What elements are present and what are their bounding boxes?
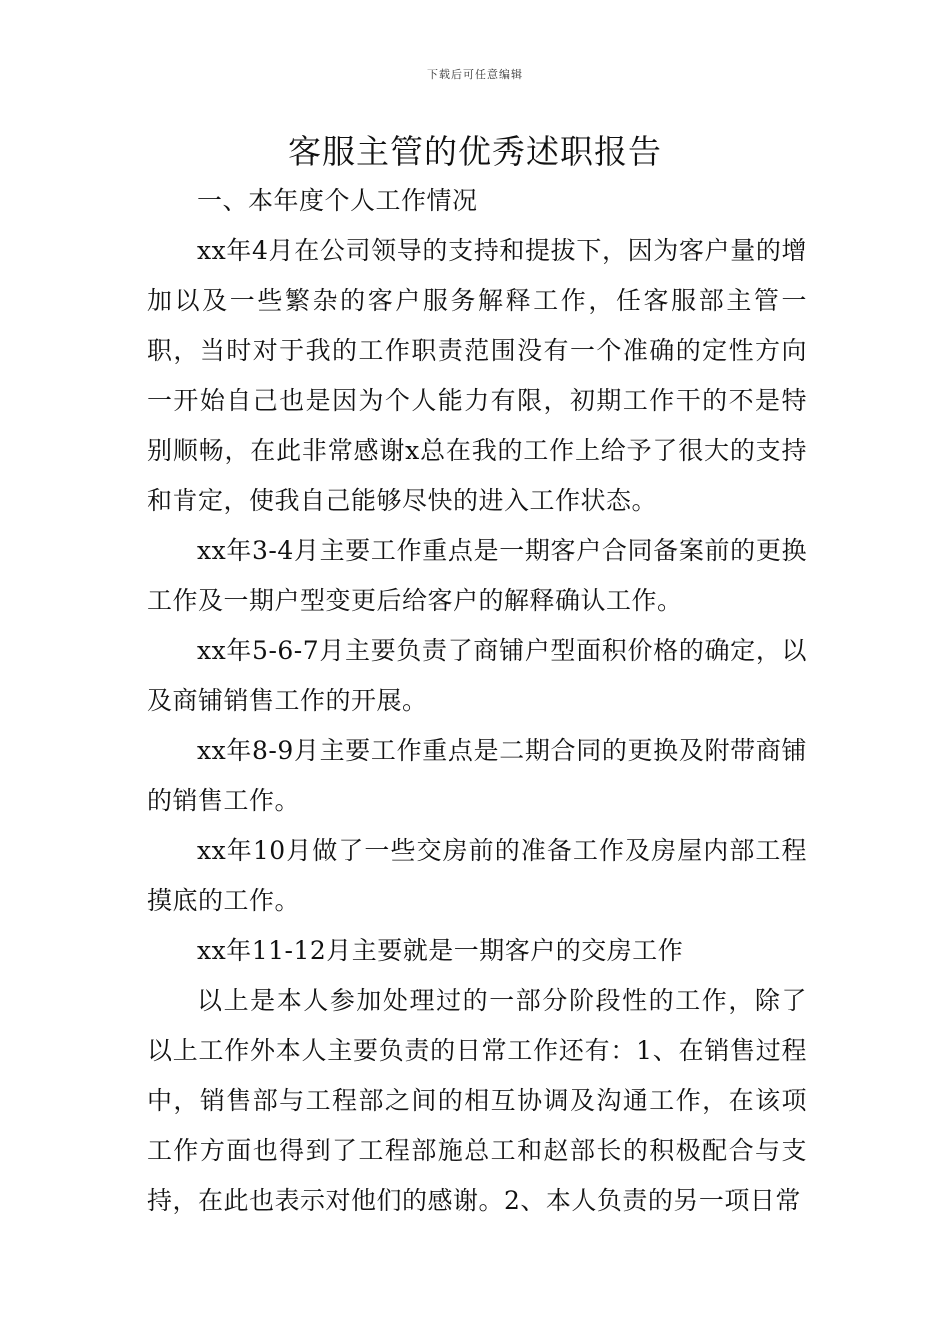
page-header-note: 下载后可任意编辑 — [427, 68, 523, 81]
section-heading: 一、本年度个人工作情况 — [197, 186, 478, 215]
document-title: 客服主管的优秀述职报告 — [288, 132, 662, 171]
document-body — [147, 176, 807, 1226]
paragraph: xx年8-9月主要工作重点是二期合同的更换及附带商铺的销售工作。 — [147, 736, 807, 815]
paragraph: xx年10月做了一些交房前的准备工作及房屋内部工程摸底的工作。 — [147, 836, 807, 915]
paragraph: xx年3-4月主要工作重点是一期客户合同备案前的更换工作及一期户型变更后给客户的解释确认工作。 — [147, 536, 807, 615]
paragraph: xx年11-12月主要就是一期客户的交房工作 — [197, 936, 684, 965]
paragraph: xx年5-6-7月主要负责了商铺户型面积价格的确定，以及商铺销售工作的开展。 — [147, 636, 807, 715]
paragraph: xx年4月在公司领导的支持和提拔下，因为客户量的增加以及一些繁杂的客户服务解释工作，任客服部主管一职，当时对于我的工作职责范围没有一个准确的定性方向一开始自己也是因为个人能力有限，初期工作干的不是特别顺畅，在此非常感谢x总在我的工作上给予了很大的支持和肯定，使我自己能够尽快的进入工作状态。 — [147, 236, 807, 515]
paragraph: 以上是本人参加处理过的一部分阶段性的工作，除了以上工作外本人主要负责的日常工作还有：1、在销售过程中，销售部与工程部之间的相互协调及沟通工作，在该项工作方面也得到了工程部施总工和赵部长的积极配合与支持，在此也表示对他们的感谢。2、本人负责的另一项日常 — [147, 986, 807, 1215]
